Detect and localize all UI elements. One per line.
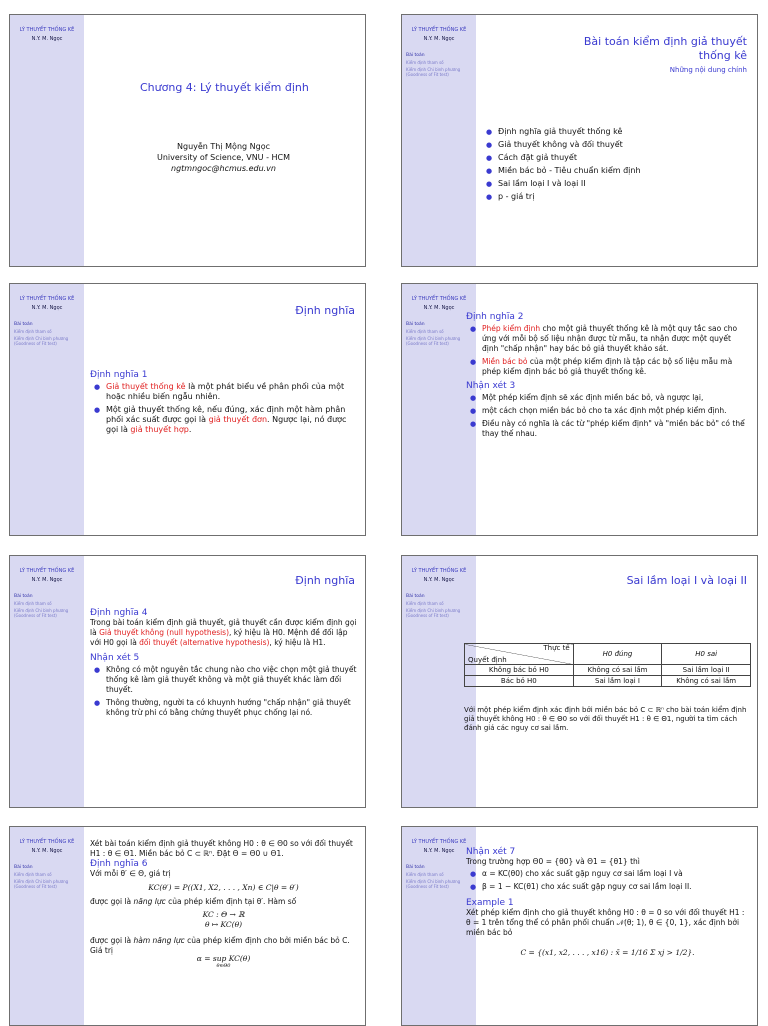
slide-5	[9, 555, 366, 808]
sidebar-logo: LÝ THUYẾT THỐNG KÊ	[19, 296, 75, 302]
slide-title: Bài toán kiểm định giả thuyết thống kê	[583, 35, 747, 62]
slide-content	[464, 556, 751, 807]
nav-item[interactable]: Kiểm định Chi bình phương (Goodness of Fit test)	[406, 67, 461, 77]
list-item: ● Định nghĩa giả thuyết thống kê	[498, 127, 641, 137]
sidebar-nav	[14, 594, 84, 618]
remark-heading: Nhận xét 3	[466, 381, 516, 391]
sidebar-author: N.Y. M. Ngọc	[423, 36, 455, 42]
sidebar-logo: LÝ THUYẾT THỐNG KÊ	[411, 839, 467, 845]
table-row	[465, 676, 751, 687]
nav-item[interactable]: Bài toán	[406, 53, 425, 58]
equation: KC : Θ → ℝ	[202, 910, 245, 919]
list-item: ● p - giá trị	[498, 192, 641, 202]
nav-item[interactable]: Bài toán	[406, 865, 425, 870]
column-header: H0 đúng	[573, 644, 662, 665]
slide-title: Định nghĩa	[295, 304, 355, 317]
table-cell: Không có sai lầm	[573, 665, 662, 676]
sidebar	[402, 827, 476, 1025]
sidebar-logo: LÝ THUYẾT THỐNG KÊ	[19, 27, 75, 33]
sidebar-author: N.Y. M. Ngọc	[423, 577, 455, 583]
list-item: ● Không có một nguyên tắc chung nào cho việc chọn một giả thuyết thống kê làm giả thuyết không và một giả thuyết khác làm đối thuyết.	[106, 665, 357, 695]
slide-content	[90, 556, 357, 807]
table-cell: Không có sai lầm	[662, 676, 751, 687]
sidebar-author: N.Y. M. Ngọc	[31, 305, 63, 311]
nav-item[interactable]: Kiểm định Chi bình phương (Goodness of Fit test)	[14, 336, 69, 346]
list-item: ● Phép kiểm định cho một giả thuyết thống kê là một quy tắc sao cho ứng với mỗi bộ số liệu nhận được từ mẫu, ta nhận được một quyết định "chấp nhận" hay bác bỏ giả thuyết khảo sát.	[482, 324, 749, 354]
nav-item[interactable]: Kiểm định tham số	[14, 601, 52, 606]
slide-content	[466, 827, 749, 1025]
definition-text: Trong bài toán kiểm định giả thuyết, giả thuyết cần được kiểm định gọi là Giả thuyết không (null hypothesis), ký hiệu là H0. Mệnh đề đối lập với H0 gọi là đối thuyết (alternative hypothesis), ký hiệu là H1.	[90, 618, 357, 647]
remark-list	[466, 393, 749, 439]
slide-content	[482, 15, 749, 266]
error-table	[464, 643, 751, 687]
intro-text: Xét bài toán kiểm định giả thuyết không H0 : θ ∈ Θ0 so với đối thuyết H1 : θ ∈ Θ1. Miền bác bỏ C ⊂ ℝⁿ. Đặt Θ = Θ0 ∪ Θ1.	[90, 839, 353, 858]
nav-item[interactable]: Bài toán	[14, 322, 33, 327]
nav-item[interactable]: Kiểm định tham số	[406, 601, 444, 606]
list-item: ● Giả thuyết thống kê là một phát biểu về phân phối của một hoặc nhiều biến ngẫu nhiên.	[106, 382, 357, 402]
list-item: ● Sai lầm loại I và loại II	[498, 179, 641, 189]
equation: C = {(x1, x2, . . . , x16) : x̄ = 1/16 Σ xj > 1/2}.	[520, 948, 695, 957]
slide-content	[90, 827, 357, 1025]
sidebar-logo: LÝ THUYẾT THỐNG KÊ	[19, 839, 75, 845]
list-item: ● Miền bác bỏ của một phép kiểm định là tập các bộ số liệu mẫu mà phép kiểm định bác bỏ giả thuyết thống kê.	[482, 357, 749, 377]
table-row	[465, 665, 751, 676]
equation-subscript: θ∈Θ0	[216, 963, 231, 969]
sidebar-logo: LÝ THUYẾT THỐNG KÊ	[411, 568, 467, 574]
example-heading: Example 1	[466, 898, 514, 908]
nav-item[interactable]: Kiểm định tham số	[406, 329, 444, 334]
list-item: ● Giả thuyết không và đối thuyết	[498, 140, 641, 150]
slide-3	[9, 283, 366, 536]
table-cell: Không bác bỏ H0	[465, 665, 574, 676]
sidebar	[10, 556, 84, 807]
list-item: ● Thông thường, người ta có khuynh hướng "chấp nhận" giả thuyết không trừ phi có bằng chứng thuyết phục chống lại nó.	[106, 698, 357, 718]
nav-item[interactable]: Kiểm định Chi bình phương (Goodness of Fit test)	[14, 608, 69, 618]
sidebar	[10, 284, 84, 535]
slide-6	[401, 555, 758, 808]
sidebar-logo: LÝ THUYẾT THỐNG KÊ	[411, 296, 467, 302]
sidebar-author: N.Y. M. Ngọc	[423, 305, 455, 311]
nav-item[interactable]: Bài toán	[406, 322, 425, 327]
outline-list	[482, 127, 641, 205]
equation: θ ↦ KC(θ)	[204, 920, 243, 929]
table-cell: Sai lầm loại I	[573, 676, 662, 687]
slide-1	[9, 14, 366, 267]
list-item: ● Một phép kiểm định sẽ xác định miền bác bỏ, và ngược lại,	[482, 393, 749, 403]
slide-title: Chương 4: Lý thuyết kiểm định	[140, 81, 309, 94]
column-header: H0 sai	[662, 644, 751, 665]
header-top: Thực tế	[543, 644, 570, 652]
definition-heading: Định nghĩa 6	[90, 859, 148, 869]
remark-list	[90, 665, 357, 718]
email: ngtmngoc@hcmus.edu.vn	[171, 164, 276, 173]
remark-heading: Nhận xét 7	[466, 847, 516, 857]
slide-title: Sai lầm loại I và loại II	[626, 574, 747, 587]
line: Trong trường hợp Θ0 = {θ0} và Θ1 = {θ1} thì	[466, 857, 640, 866]
definition-list	[90, 382, 357, 435]
definition-heading: Định nghĩa 2	[466, 312, 524, 322]
list-item: ● một cách chọn miền bác bỏ cho ta xác định một phép kiểm định.	[482, 406, 749, 416]
line: được gọi là hàm năng lực của phép kiểm định cho bởi miền bác bỏ C. Giá trị	[90, 936, 350, 955]
definition-heading: Định nghĩa 4	[90, 608, 148, 618]
equation: KC(θ′) = P((X1, X2, . . . , Xn) ∈ C|θ = θ′)	[148, 883, 299, 892]
list-item: ● Điều này có nghĩa là các từ "phép kiểm định" và "miền bác bỏ" có thể thay thế nhau.	[482, 419, 749, 439]
sidebar-nav	[14, 865, 84, 889]
header-bottom: Quyết định	[468, 656, 507, 664]
nav-item[interactable]: Bài toán	[14, 594, 33, 599]
slide-2	[401, 14, 758, 267]
nav-item[interactable]: Kiểm định tham số	[14, 329, 52, 334]
list-item: ● Một giả thuyết thống kê, nếu đúng, xác định một hàm phân phối xác suất được gọi là giả thuyết đơn. Ngược lại, nó được gọi là giả thuyết hợp.	[106, 405, 357, 435]
line: Với mỗi θ′ ∈ Θ, giá trị	[90, 869, 171, 878]
equation: α = sup KC(θ)	[196, 954, 251, 963]
sidebar-author: N.Y. M. Ngọc	[31, 577, 63, 583]
sidebar-nav	[14, 322, 84, 346]
remark-list	[466, 869, 749, 892]
definition-list	[466, 324, 749, 377]
sidebar-author: N.Y. M. Ngọc	[31, 36, 63, 42]
slide-8	[401, 826, 758, 1026]
sidebar	[10, 15, 84, 266]
slide-content	[90, 284, 357, 535]
sidebar	[10, 827, 84, 1025]
author-name: Nguyễn Thị Mộng Ngọc	[177, 142, 270, 151]
slide-title: Định nghĩa	[295, 574, 355, 587]
sidebar-logo: LÝ THUYẾT THỐNG KÊ	[19, 568, 75, 574]
slide-subtitle: Những nội dung chính	[669, 66, 747, 74]
slide-7	[9, 826, 366, 1026]
sidebar	[402, 284, 476, 535]
nav-item[interactable]: Kiểm định Chi bình phương (Goodness of Fit test)	[406, 879, 461, 889]
nav-item[interactable]: Kiểm định tham số	[14, 872, 52, 877]
line: được gọi là năng lực của phép kiểm định tại θ′. Hàm số	[90, 897, 297, 906]
definition-heading: Định nghĩa 1	[90, 370, 148, 380]
remark-heading: Nhận xét 5	[90, 653, 140, 663]
paragraph: Với một phép kiểm định xác định bởi miền bác bỏ C ⊂ ℝⁿ cho bài toán kiểm định giả thuyết không H0 : θ ∈ Θ0 so với đối thuyết H1 : θ ∈ Θ1, người ta tìm cách đánh giá các nguy cơ sai lầm.	[464, 706, 747, 732]
list-item: ● Cách đặt giả thuyết	[498, 153, 641, 163]
sidebar-author: N.Y. M. Ngọc	[423, 848, 455, 854]
diagonal-header-cell	[465, 644, 574, 665]
slide-content	[90, 15, 357, 266]
sidebar-author: N.Y. M. Ngọc	[31, 848, 63, 854]
nav-item[interactable]: Kiểm định tham số	[406, 60, 444, 65]
table-cell: Sai lầm loại II	[662, 665, 751, 676]
nav-item[interactable]: Kiểm định Chi bình phương (Goodness of Fit test)	[406, 336, 461, 346]
list-item: ● Miền bác bỏ - Tiêu chuẩn kiểm định	[498, 166, 641, 176]
nav-item[interactable]: Kiểm định Chi bình phương (Goodness of Fit test)	[406, 608, 461, 618]
list-item: ● β = 1 − KC(θ1) cho xác suất gặp nguy cơ sai lầm loại II.	[482, 882, 749, 892]
sidebar	[402, 15, 476, 266]
sidebar-logo: LÝ THUYẾT THỐNG KÊ	[411, 27, 467, 33]
slide-4	[401, 283, 758, 536]
slide-content	[466, 284, 749, 535]
nav-item[interactable]: Bài toán	[406, 594, 425, 599]
nav-item[interactable]: Kiểm định Chi bình phương (Goodness of Fit test)	[14, 879, 69, 889]
affiliation: University of Science, VNU - HCM	[156, 153, 291, 162]
nav-item[interactable]: Kiểm định tham số	[406, 872, 444, 877]
sidebar-nav	[406, 53, 476, 77]
table-cell: Bác bỏ H0	[465, 676, 574, 687]
example-text: Xét phép kiểm định cho giả thuyết không H0 : θ = 0 so với đối thuyết H1 : θ = 1 trên tổng thể có phân phối chuẩn 𝒩(θ; 1), θ ∈ {0, 1}, xác định bởi miền bác bỏ	[466, 908, 745, 937]
list-item: ● α = KC(θ0) cho xác suất gặp nguy cơ sai lầm loại I và	[482, 869, 749, 879]
nav-item[interactable]: Bài toán	[14, 865, 33, 870]
